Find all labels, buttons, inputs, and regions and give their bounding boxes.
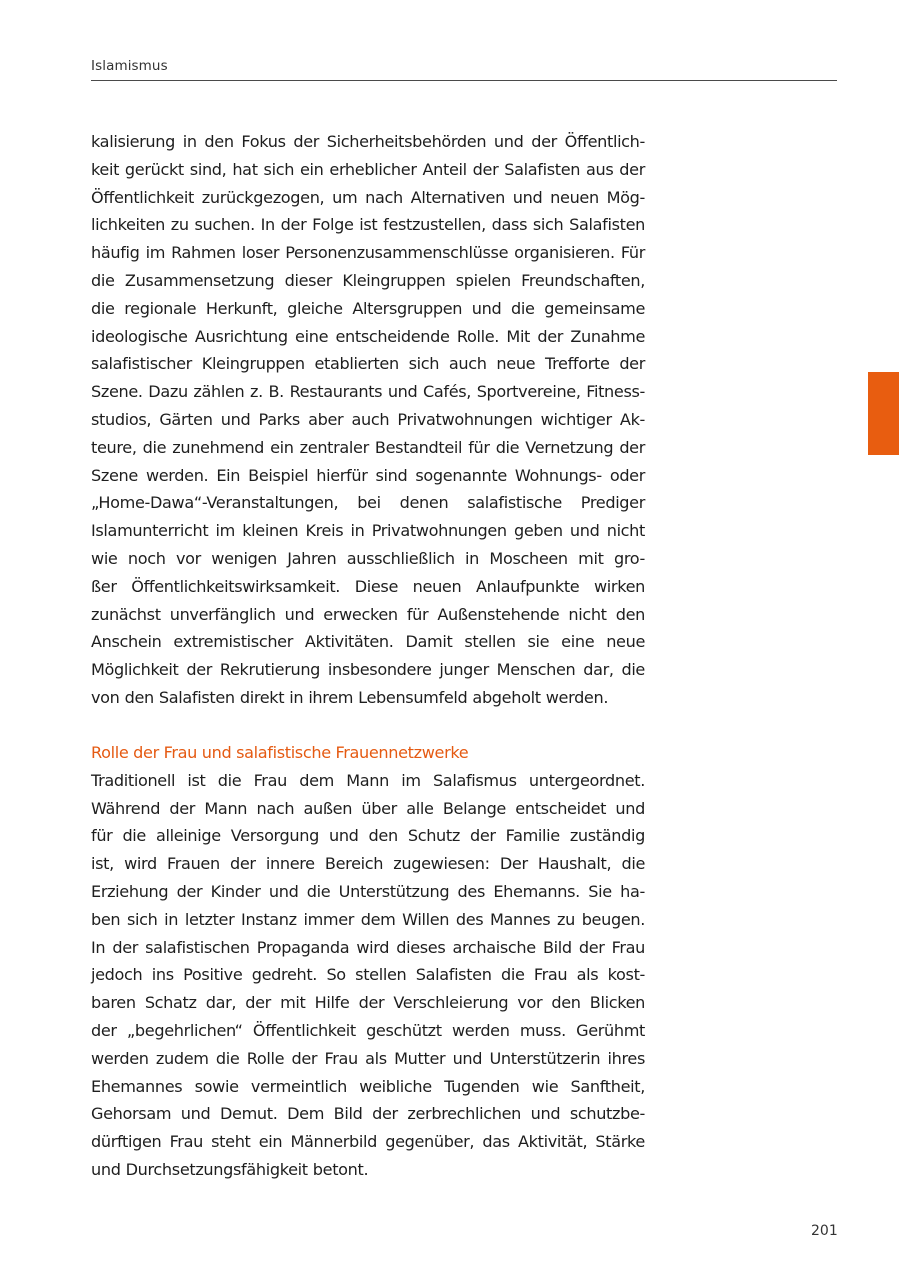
text-line: häufig im Rahmen loser Personenzusammenschlüsse organisieren. Für xyxy=(91,243,645,263)
text-line: werden zudem die Rolle der Frau als Mutter und Unterstützerin ihres xyxy=(91,1048,645,1068)
chapter-tab-marker xyxy=(868,372,899,455)
body-paragraph-2 xyxy=(91,767,645,1184)
text-line: keit gerückt sind, hat sich ein erheblicher Anteil der Salafisten aus der xyxy=(91,159,645,179)
text-line: kalisierung in den Fokus der Sicherheitsbehörden und der Öffentlich- xyxy=(91,132,645,151)
text-line: Während der Mann nach außen über alle Belange entscheidet und xyxy=(91,798,645,818)
text-line: lichkeiten zu suchen. In der Folge ist festzustellen, dass sich Salafisten xyxy=(91,215,645,235)
text-line: teure, die zunehmend ein zentraler Bestandteil für die Vernetzung der xyxy=(91,437,645,457)
text-line: dürftigen Frau steht ein Männerbild gegenüber, das Aktivität, Stärke xyxy=(91,1132,645,1152)
text-line: Traditionell ist die Frau dem Mann im Salafismus untergeordnet. xyxy=(91,770,645,790)
text-line: Möglichkeit der Rekrutierung insbesondere junger Menschen dar, die xyxy=(91,660,645,680)
text-line: baren Schatz dar, der mit Hilfe der Verschleierung vor den Blicken xyxy=(91,993,645,1013)
text-line: Szene. Dazu zählen z. B. Restaurants und Cafés, Sportvereine, Fitness- xyxy=(91,382,645,402)
text-line: zunächst unverfänglich und erwecken für Außenstehende nicht den xyxy=(91,604,645,624)
section-heading: Rolle der Frau und salafistische Frauennetzwerke xyxy=(91,742,469,762)
text-line: wie noch vor wenigen Jahren ausschließlich in Moscheen mit gro- xyxy=(91,548,645,568)
running-header-title: Islamismus xyxy=(91,58,168,74)
text-line: studios, Gärten und Parks aber auch Privatwohnungen wichtiger Ak- xyxy=(91,409,645,429)
text-line: Erziehung der Kinder und die Unterstützung des Ehemanns. Sie ha- xyxy=(91,881,645,901)
text-line: ßer Öffentlichkeitswirksamkeit. Diese neuen Anlaufpunkte wirken xyxy=(91,576,645,596)
text-line: Szene werden. Ein Beispiel hierfür sind sogenannte Wohnungs- oder xyxy=(91,465,645,485)
text-line: Gehorsam und Demut. Dem Bild der zerbrechlichen und schutzbe- xyxy=(91,1104,645,1124)
page-body xyxy=(91,128,645,1184)
text-line: salafistischer Kleingruppen etablierten sich auch neue Trefforte der xyxy=(91,354,645,374)
text-line: ben sich in letzter Instanz immer dem Willen des Mannes zu beugen. xyxy=(91,909,645,929)
text-line: „Home-Dawa“-Veranstaltungen, bei denen salafistische Prediger xyxy=(91,493,645,513)
text-line: die Zusammensetzung dieser Kleingruppen spielen Freundschaften, xyxy=(91,270,645,290)
text-line: In der salafistischen Propaganda wird dieses archaische Bild der Frau xyxy=(91,937,645,957)
text-line: die regionale Herkunft, gleiche Altersgruppen und die gemeinsame xyxy=(91,298,645,318)
text-line: Ehemannes sowie vermeintlich weibliche Tugenden wie Sanftheit, xyxy=(91,1076,645,1096)
text-line: ist, wird Frauen der innere Bereich zugewiesen: Der Haushalt, die xyxy=(91,854,645,874)
text-line: Islamunterricht im kleinen Kreis in Privatwohnungen geben und nicht xyxy=(91,521,645,541)
text-line: jedoch ins Positive gedreht. So stellen Salafisten die Frau als kost- xyxy=(91,965,645,985)
text-line: für die alleinige Versorgung und den Schutz der Familie zuständig xyxy=(91,826,645,846)
text-line: ideologische Ausrichtung eine entscheidende Rolle. Mit der Zunahme xyxy=(91,326,645,346)
text-line: der „begehrlichen“ Öffentlichkeit geschützt werden muss. Gerühmt xyxy=(91,1020,645,1040)
text-line: von den Salafisten direkt in ihrem Lebensumfeld abgeholt werden. xyxy=(91,687,609,707)
body-paragraph-1 xyxy=(91,128,645,712)
text-line: und Durchsetzungsfähigkeit betont. xyxy=(91,1159,369,1179)
text-line: Öffentlichkeit zurückgezogen, um nach Alternativen und neuen Mög- xyxy=(91,187,645,207)
text-line: Anschein extremistischer Aktivitäten. Damit stellen sie eine neue xyxy=(91,632,645,652)
header-rule xyxy=(91,80,837,81)
page-number: 201 xyxy=(811,1223,838,1239)
